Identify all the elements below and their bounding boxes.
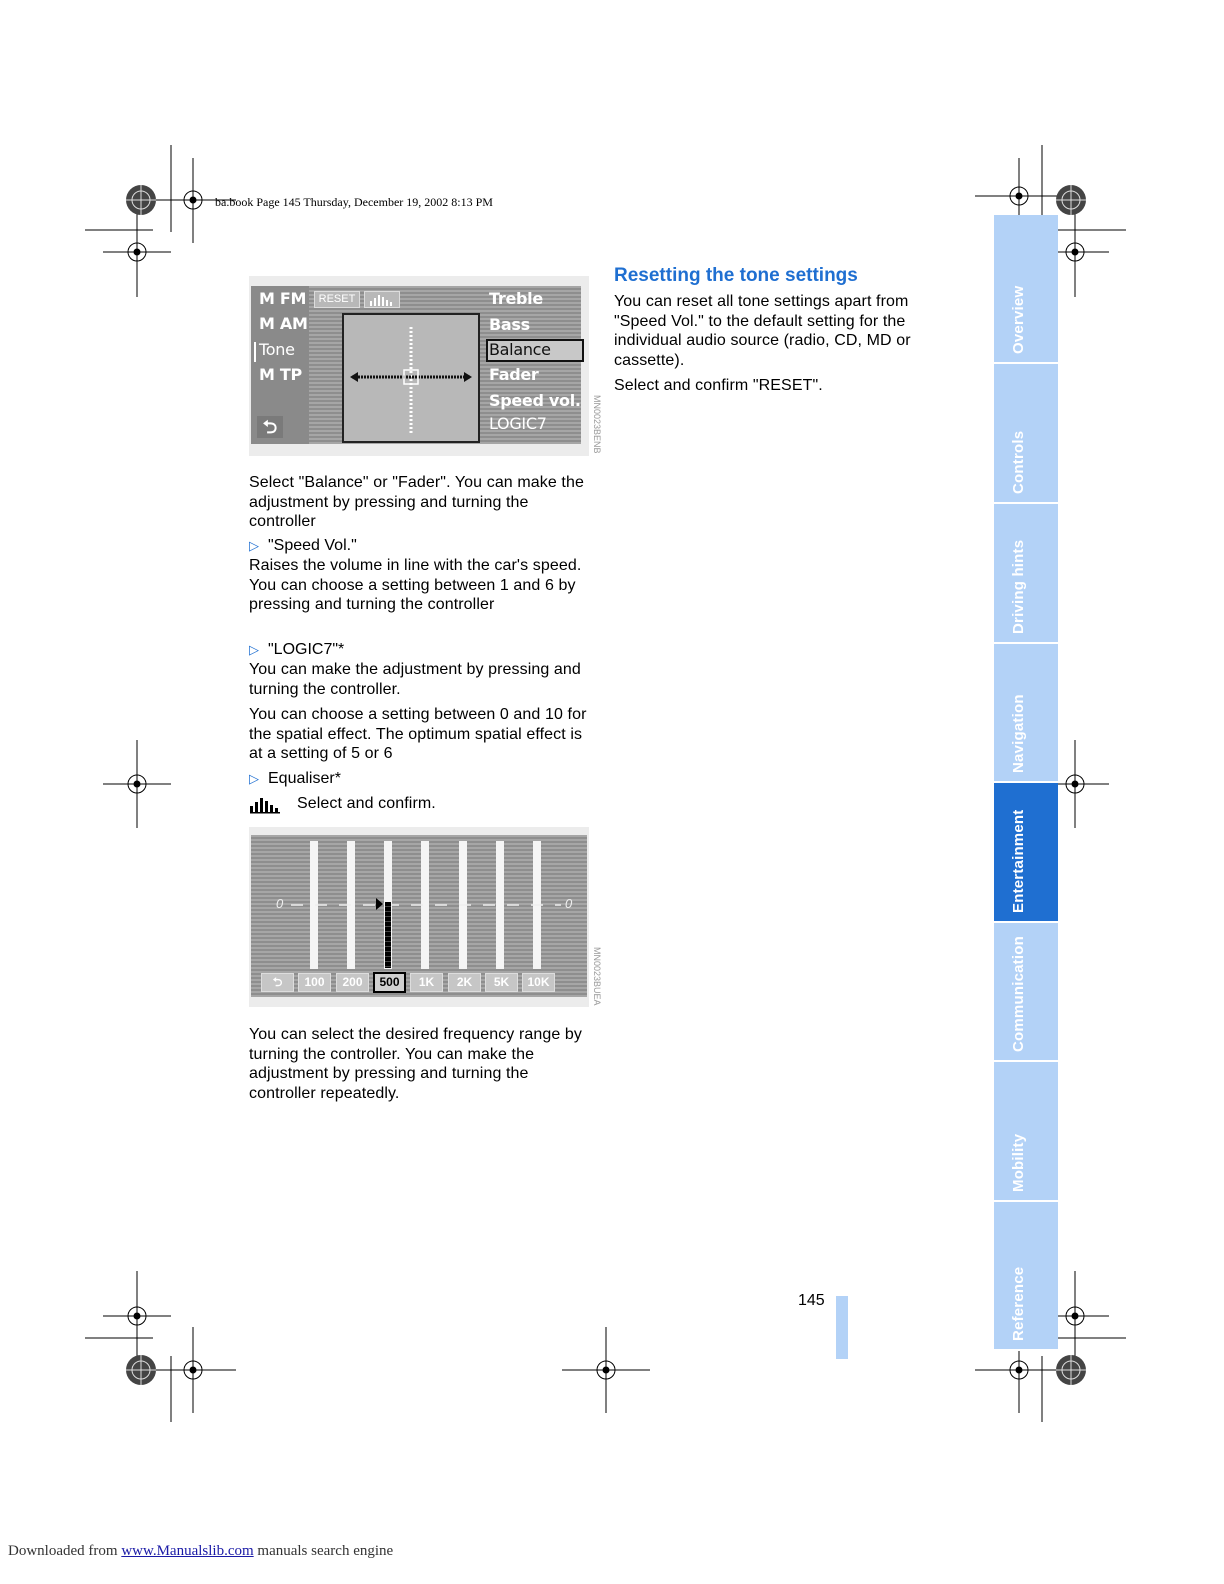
- eq-band-500[interactable]: 500: [373, 972, 406, 993]
- menu-m-am[interactable]: M AM: [259, 314, 308, 333]
- section-heading: Resetting the tone settings: [614, 265, 858, 286]
- print-header: ba.book Page 145 Thursday, December 19, 2002 8:13 PM: [215, 195, 493, 209]
- eq-band-10k[interactable]: 10K: [522, 973, 555, 992]
- eq-band-1k[interactable]: 1K: [410, 973, 443, 992]
- figure2-code: MN0023BUEA: [592, 947, 602, 1006]
- figure1-code: MN0023BENB: [592, 395, 602, 454]
- para-spatial: You can choose a setting between 0 and 10 for the spatial effect. The optimum spatial effect is at a setting of 5 or 6: [249, 706, 587, 763]
- tab-driving-hints-label: Driving hints: [1010, 539, 1027, 634]
- menu-balance[interactable]: Balance: [489, 340, 551, 359]
- menu-bass[interactable]: Bass: [489, 315, 530, 334]
- para-frequency: You can select the desired frequency range by turning the controller. You can make the adjustment by pressing and turning the controller repeatedly.: [249, 1026, 583, 1102]
- menu-m-fm[interactable]: M FM: [259, 289, 307, 308]
- bullet-equaliser: [249, 769, 341, 789]
- bullet-speed-vol-text: "Speed Vol.": [268, 537, 357, 554]
- bullet-triangle-icon: ▷: [249, 538, 259, 553]
- tab-controls[interactable]: [994, 364, 1058, 504]
- reset-button[interactable]: RESET: [314, 291, 360, 308]
- tab-mobility[interactable]: [994, 1062, 1058, 1202]
- tab-navigation[interactable]: [994, 644, 1058, 783]
- download-footer: [8, 1543, 393, 1560]
- bullet-equaliser-text: Equaliser*: [268, 770, 341, 787]
- para-select-balance: Select "Balance" or "Fader". You can make the adjustment by pressing and turning the controller: [249, 474, 584, 531]
- balance-crosshair: [344, 315, 478, 441]
- tone-screen: [251, 286, 581, 444]
- menu-logic7[interactable]: LOGIC7: [489, 414, 547, 433]
- page-number: 145: [798, 1292, 825, 1309]
- eq-zero-left: 0: [276, 896, 284, 911]
- eq-level-500: [385, 902, 391, 968]
- back-icon[interactable]: ⮌: [257, 416, 283, 438]
- para-reset: You can reset all tone settings apart from "Speed Vol." to the default setting for the individual audio source (radio, CD, MD or cassette).: [614, 293, 911, 369]
- tab-reference[interactable]: [994, 1202, 1058, 1351]
- eq-band-2k[interactable]: 2K: [448, 973, 481, 992]
- tab-navigation-label: Navigation: [1010, 694, 1027, 773]
- eq-band-200[interactable]: 200: [336, 973, 369, 992]
- equaliser-symbol-icon: [249, 796, 283, 814]
- tab-controls-label: Controls: [1010, 430, 1027, 494]
- eq-band-100[interactable]: 100: [298, 973, 331, 992]
- menu-tone[interactable]: Tone: [259, 340, 295, 359]
- eq-band-5k[interactable]: 5K: [485, 973, 518, 992]
- tab-driving-hints[interactable]: [994, 504, 1058, 644]
- footer-suffix: manuals search engine: [257, 1543, 394, 1559]
- tone-marker: [254, 342, 256, 362]
- eq-zero-right: 0: [565, 896, 573, 911]
- para-select-confirm: Select and confirm.: [297, 795, 436, 812]
- manualslib-link[interactable]: www.Manualslib.com: [121, 1543, 254, 1559]
- tab-entertainment[interactable]: [994, 783, 1058, 923]
- tab-overview[interactable]: [994, 215, 1058, 364]
- balance-field[interactable]: [342, 313, 480, 443]
- bullet-triangle-icon: ▷: [249, 771, 259, 786]
- tab-communication[interactable]: [994, 923, 1058, 1062]
- menu-treble[interactable]: Treble: [489, 289, 543, 308]
- bullet-triangle-icon: ▷: [249, 642, 259, 657]
- menu-m-tp[interactable]: M TP: [259, 365, 302, 384]
- tab-overview-label: Overview: [1010, 285, 1027, 354]
- tab-communication-label: Communication: [1010, 936, 1027, 1052]
- page-number-bar: [836, 1296, 848, 1359]
- menu-fader[interactable]: Fader: [489, 365, 539, 384]
- equaliser-icon[interactable]: [364, 291, 400, 308]
- bullet-speed-vol: [249, 536, 357, 556]
- tab-entertainment-label: Entertainment: [1010, 809, 1027, 913]
- para-select-reset: Select and confirm "RESET".: [614, 377, 823, 394]
- eq-back-button[interactable]: ⮌: [261, 973, 294, 992]
- footer-prefix: Downloaded from: [8, 1543, 118, 1559]
- bullet-logic7-text: "LOGIC7"*: [268, 641, 345, 658]
- para-logic7: You can make the adjustment by pressing and turning the controller.: [249, 661, 581, 698]
- menu-speed-vol[interactable]: Speed vol.: [489, 391, 581, 410]
- tab-mobility-label: Mobility: [1010, 1133, 1027, 1192]
- para-speed-vol: Raises the volume in line with the car's speed. You can choose a setting between 1 and 6 by pressing and turning the controller: [249, 557, 582, 614]
- eq-pointer-icon: [376, 898, 383, 910]
- eq-zero-line: [251, 900, 587, 910]
- tab-reference-label: Reference: [1010, 1266, 1027, 1341]
- bullet-logic7: [249, 640, 344, 660]
